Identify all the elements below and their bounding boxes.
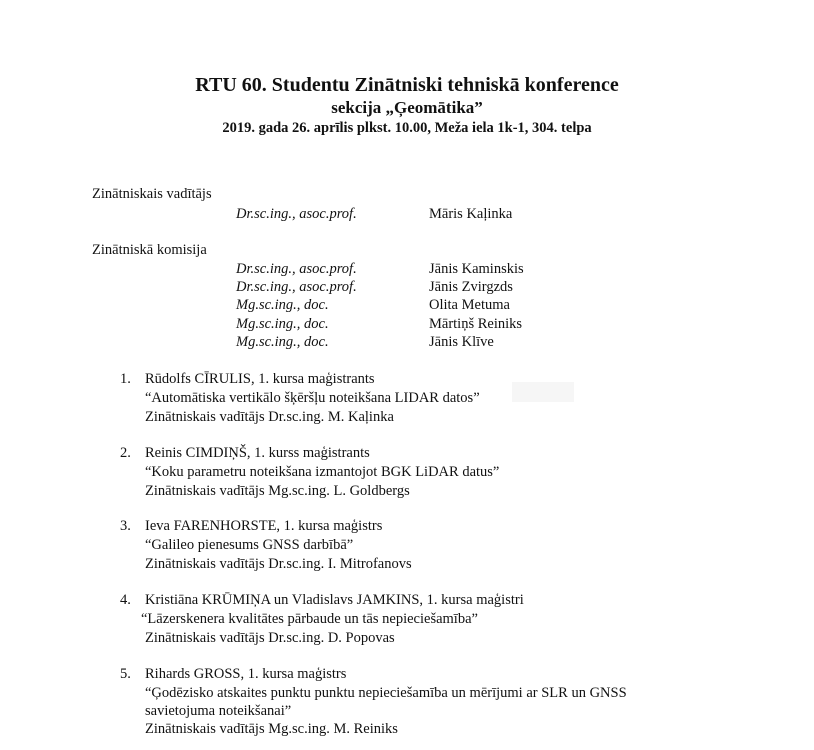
item-number: 1. [120,371,131,387]
item-topic: “Koku parametru noteikšana izmantojot BGK LiDAR datus” [145,464,500,480]
item-author: Kristiāna KRŪMIŅA un Vladislavs JAMKINS, 1. kursa maģistri [145,592,524,608]
item-supervisor: Zinātniskais vadītājs Dr.sc.ing. I. Mitrofanovs [145,556,412,572]
supervisor-name: Māris Kaļinka [429,206,513,222]
committee-member [0,297,814,315]
item-number: 5. [120,666,131,682]
item-supervisor: Zinātniskais vadītājs Mg.sc.ing. L. Goldbergs [145,483,410,499]
committee-member [0,279,814,297]
committee-member [0,261,814,279]
member-title: Dr.sc.ing., asoc.prof. [236,261,357,277]
item-number: 4. [120,592,131,608]
date-location: 2019. gada 26. aprīlis plkst. 10.00, Meža iela 1k-1, 304. telpa [222,120,592,136]
item-topic: “Automātiska vertikālo šķēršļu noteikšana LIDAR datos” [145,390,480,406]
member-title: Mg.sc.ing., doc. [236,316,329,332]
item-supervisor: Zinātniskais vadītājs Dr.sc.ing. M. Kaļinka [145,409,394,425]
item-supervisor: Zinātniskais vadītājs Dr.sc.ing. D. Popovas [145,630,395,646]
committee-member [0,316,814,334]
member-title: Mg.sc.ing., doc. [236,334,329,350]
item-topic: “Lāzerskenera kvalitātes pārbaude un tās nepieciešamība” [141,611,478,627]
item-author: Rūdolfs CĪRULIS, 1. kursa maģistrants [145,371,375,387]
member-name: Jānis Kaminskis [429,261,524,277]
conference-title: RTU 60. Studentu Zinātniski tehniskā konference [195,74,619,96]
supervisor-row [0,206,814,224]
item-topic: “Galileo pienesums GNSS darbībā” [145,537,354,553]
item-author: Rihards GROSS, 1. kursa maģistrs [145,666,347,682]
item-number: 2. [120,445,131,461]
item-supervisor: Zinātniskais vadītājs Mg.sc.ing. M. Reiniks [145,721,398,737]
member-name: Jānis Klīve [429,334,494,350]
supervisor-title: Dr.sc.ing., asoc.prof. [236,206,357,222]
item-topic: “Ģodēzisko atskaites punktu punktu nepieciešamība un mērījumi ar SLR un GNSS [145,685,627,701]
section-title: sekcija „Ģeomātika” [331,98,483,117]
member-name: Jānis Zvirgzds [429,279,513,295]
item-author: Ieva FARENHORSTE, 1. kursa maģistrs [145,518,383,534]
committee-label: Zinātniskā komisija [92,242,207,258]
member-name: Mārtiņš Reiniks [429,316,523,332]
committee-member [0,334,814,352]
member-title: Dr.sc.ing., asoc.prof. [236,279,357,295]
member-title: Mg.sc.ing., doc. [236,297,329,313]
scan-artifact [512,382,574,402]
supervisor-label: Zinātniskais vadītājs [92,186,212,202]
member-name: Olita Metuma [429,297,510,313]
item-number: 3. [120,518,131,534]
item-topic-continued: savietojuma noteikšanai” [145,703,292,719]
item-author: Reinis CIMDIŅŠ, 1. kurss maģistrants [145,445,370,461]
